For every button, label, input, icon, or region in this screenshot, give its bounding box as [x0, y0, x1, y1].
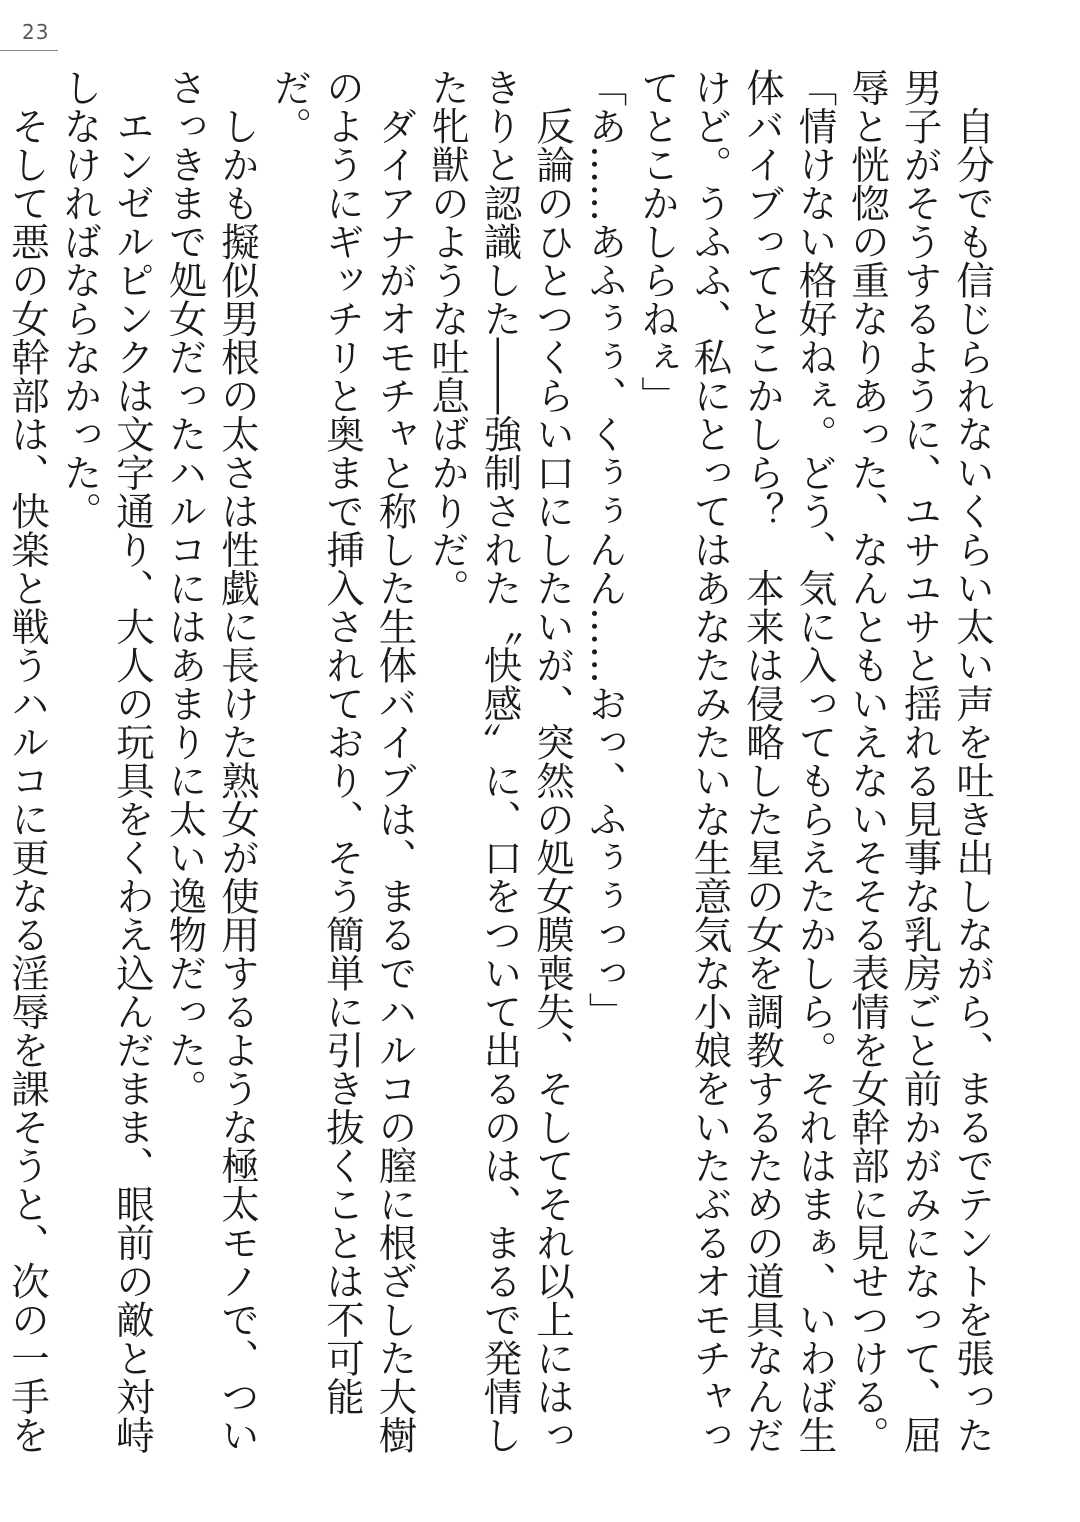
paragraph: 自分でも信じられないくらい太い声を吐き出しながら、まるでテントを張った男子がそうするように、ユサユサと揺れる見事な乳房ごと前かがみになって、屈辱と恍惚の重なりあった、なんともいえないそそる表情を女幹部に見せつける。: [845, 68, 995, 1454]
paragraph: そして悪の女幹部は、快楽と戦うハルコに更なる淫辱を課そうと、次の一手を: [5, 106, 50, 1454]
paragraph: 「情けない格好ねぇ。どう、気に入ってもらえたかしら。それはまぁ、いわば生体バイブってとこかしら？ 本来は侵略した星の女を調教するための道具なんだけど。うふふ、私にとってはあなたみたいな生意気な小娘をいたぶるオモチャってとこかしらねぇ」: [635, 68, 838, 1454]
paragraph: 「あ……あふぅぅ、くぅぅんん……おっ、ふぅぅっっ」: [582, 68, 628, 1031]
paragraph: しかも擬似男根の太さは性戯に長けた熟女が使用するような極太モノで、ついさっきまで処女だったハルコにはあまりに太い逸物だった。: [162, 68, 260, 1454]
body-text: [5, 68, 998, 1488]
paragraph: ダイアナがオモチャと称した生体バイブは、まるでハルコの膣に根ざした大樹のようにギッチリと奥まで挿入されており、そう簡単に引き抜くことは不可能だ。: [267, 68, 418, 1454]
paragraph: エンゼルピンクは文字通り、大人の玩具をくわえ込んだまま、眼前の敵と対峙しなければならなかった。: [57, 68, 155, 1454]
page-number-rule: [0, 50, 58, 51]
page-number: 23: [22, 20, 50, 44]
paragraph: 反論のひとつくらい口にしたいが、突然の処女膜喪失、そしてそれ以上にはっきりと認識した――強制された〝快感〟に、口をついて出るのは、まるで発情した牝獣のような吐息ばかりだ。: [425, 68, 575, 1454]
